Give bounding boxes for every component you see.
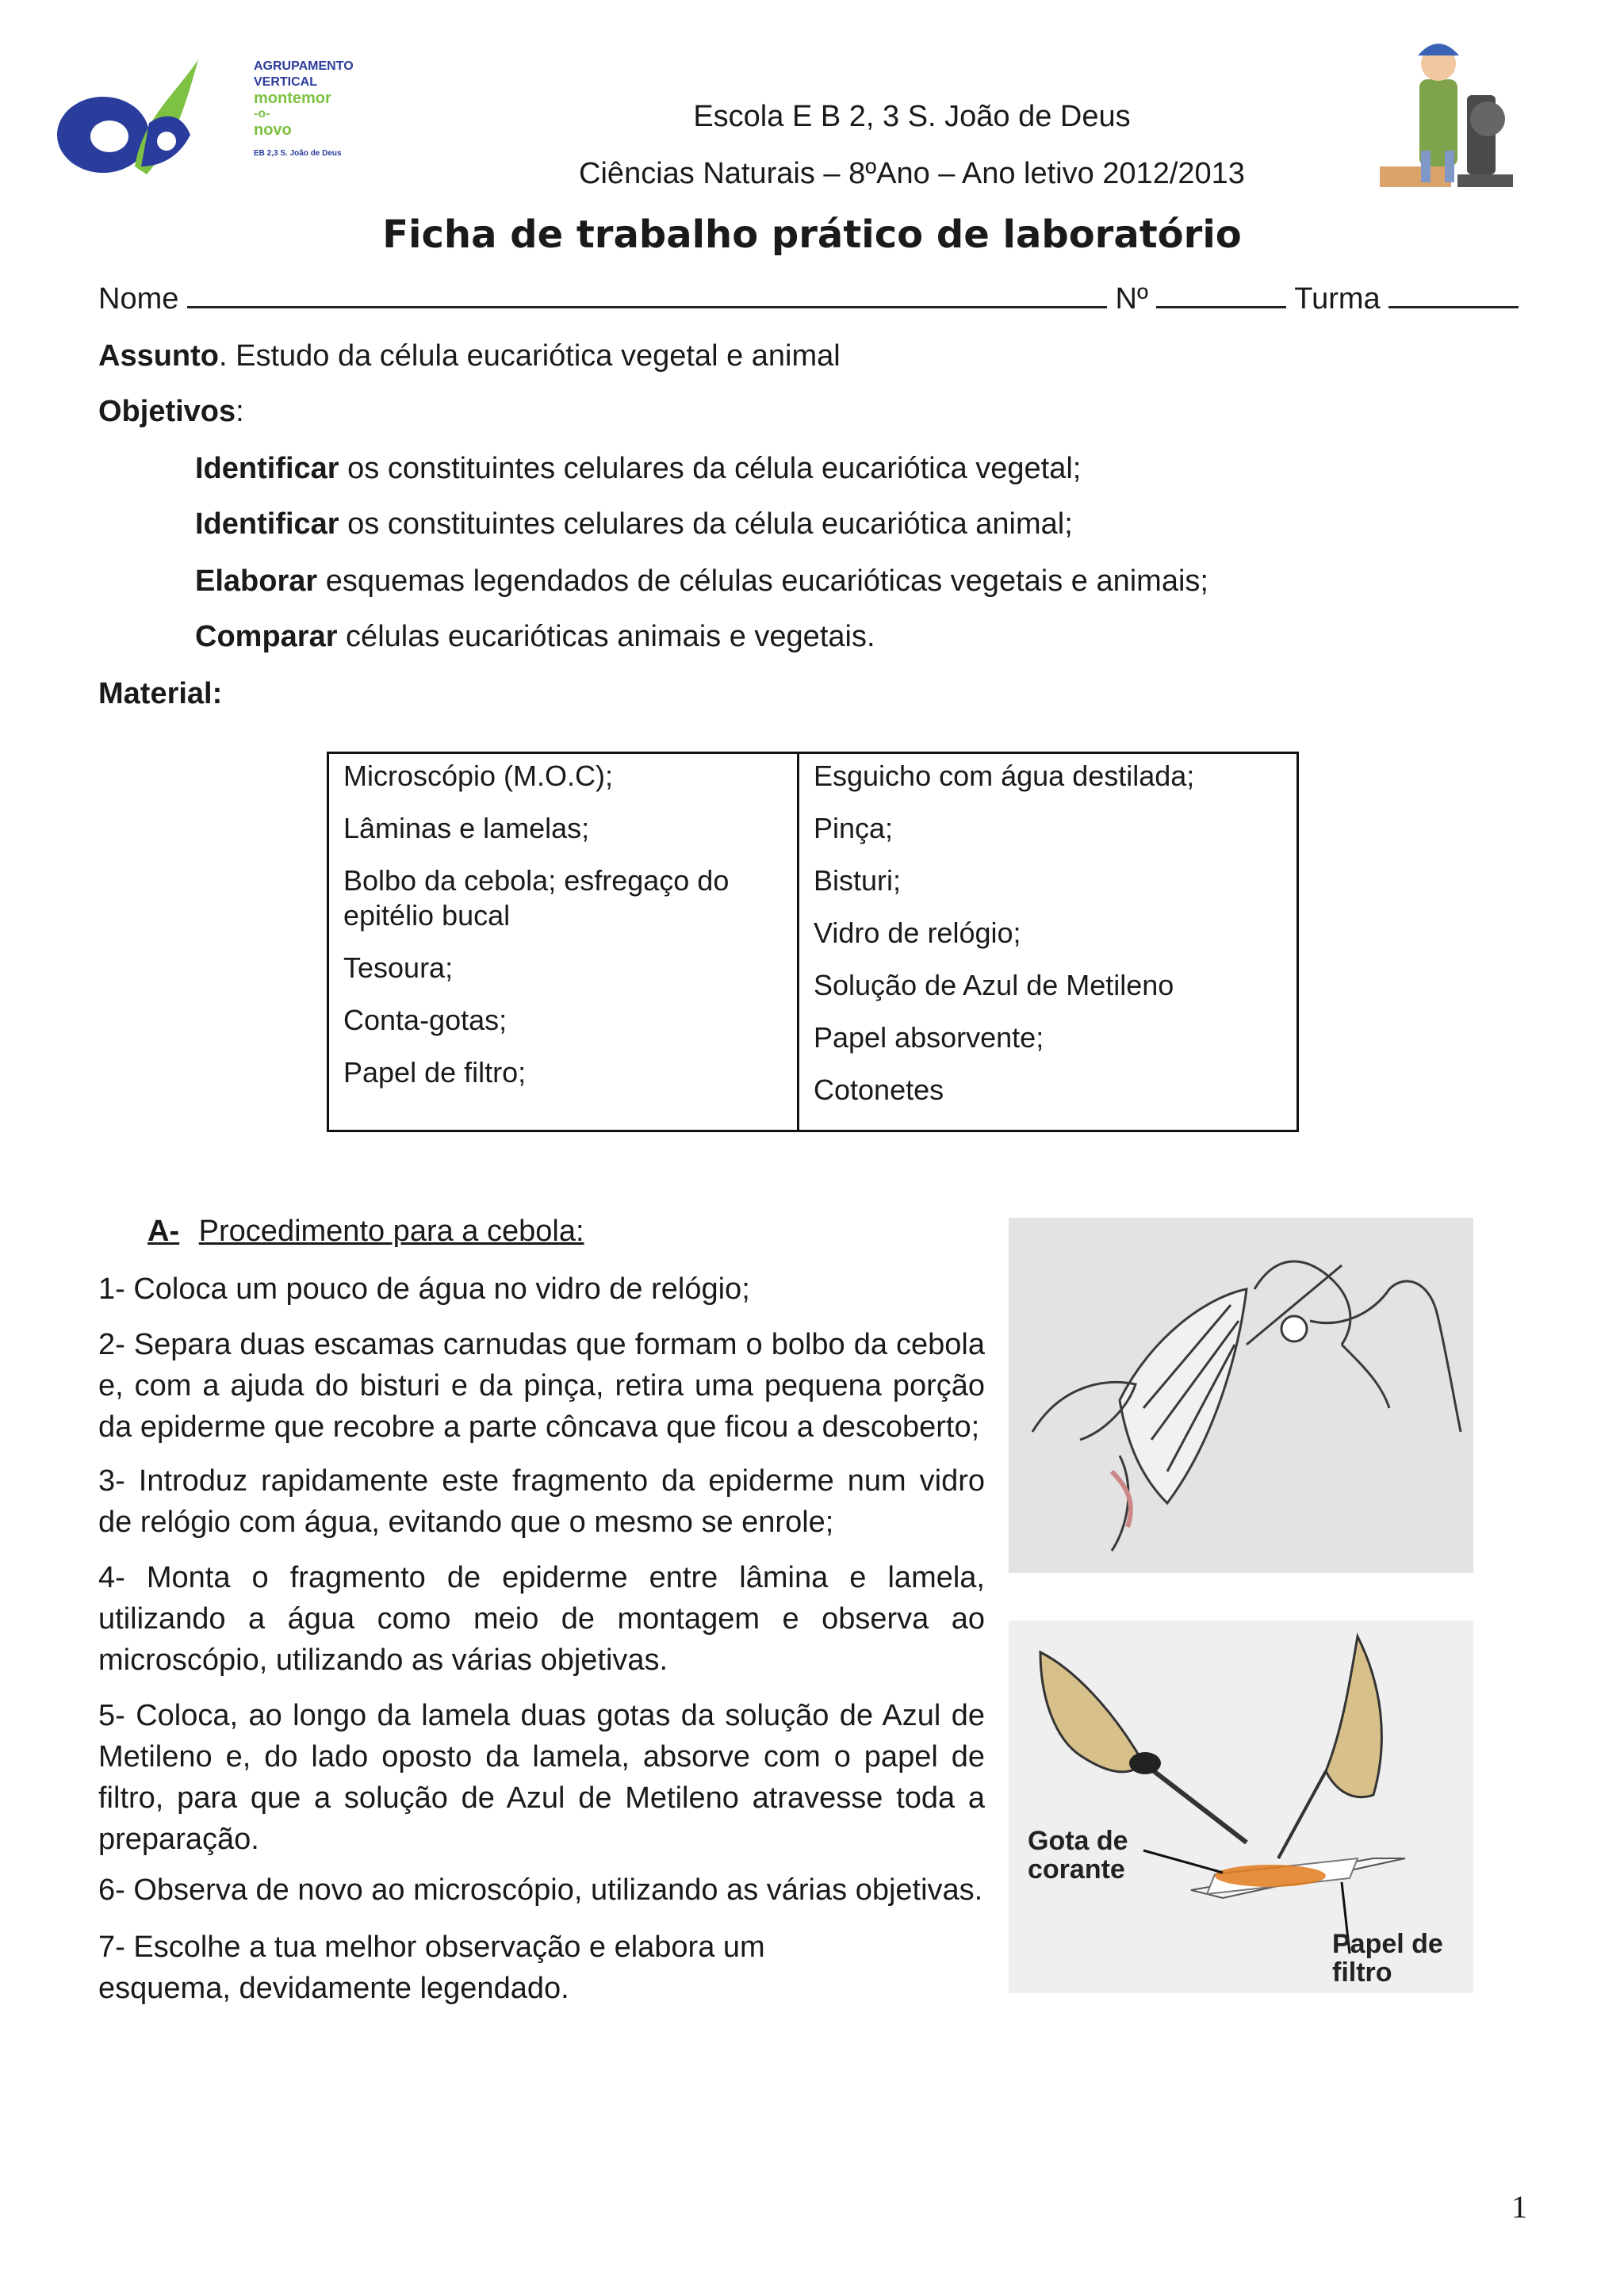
worksheet-title: Ficha de trabalho prático de laboratório	[382, 212, 1242, 257]
procedure-step: 6- Observa de novo ao microscópio, utilizando as várias objetivas.	[98, 1873, 983, 1907]
procedure-letter: A-	[147, 1215, 180, 1248]
class-field[interactable]	[1388, 284, 1519, 308]
objectives-label: Objetivos	[98, 395, 236, 428]
hands-onion-icon	[1009, 1218, 1473, 1573]
name-field[interactable]	[187, 284, 1107, 308]
material-right-column	[799, 753, 1298, 1131]
material-item: Bisturi;	[814, 864, 902, 897]
objectives-heading	[98, 395, 244, 429]
onion-dissection-figure	[1009, 1218, 1473, 1573]
logo-line: montemor	[254, 90, 331, 107]
logo-line: VERTICAL	[254, 75, 317, 89]
logo-line: novo	[254, 121, 292, 139]
objectives-colon: :	[236, 395, 244, 428]
objective-verb: Elaborar	[195, 564, 318, 598]
material-item: Conta-gotas;	[343, 1004, 508, 1036]
logo-line: EB 2,3 S. João de Deus	[254, 149, 342, 158]
subject-line	[98, 339, 841, 373]
procedure-title: Procedimento para a cebola:	[198, 1215, 584, 1248]
staining-figure	[1009, 1621, 1473, 1993]
objective-item	[195, 620, 875, 654]
material-item: Pinça;	[814, 812, 894, 844]
caption-drop-line: corante	[1028, 1854, 1125, 1885]
procedure-step: 4- Monta o fragmento de epiderme entre lâmina e lamela, utilizando a água como meio de montagem e observa ao microscópio, utilizando as várias objetivas.	[98, 1561, 985, 1677]
logo-line: -o-	[254, 107, 270, 121]
procedure-heading	[147, 1215, 584, 1249]
procedure-step: 3- Introduz rapidamente este fragmento da epiderme num vidro de relógio com água, evitando que o mesmo se enrole;	[98, 1464, 985, 1539]
material-label: Material:	[98, 677, 223, 710]
material-item: Solução de Azul de Metileno	[814, 969, 1174, 1001]
course-line: Ciências Naturais – 8ºAno – Ano letivo 2012/2013	[579, 157, 1245, 190]
objective-verb: Comparar	[195, 620, 338, 653]
school-name: Escola E B 2, 3 S. João de Deus	[693, 100, 1131, 133]
objective-text: esquemas legendados de células eucarióticas vegetais e animais;	[317, 564, 1208, 598]
material-item: Papel absorvente;	[814, 1021, 1044, 1054]
scientist-microscope-icon	[1372, 32, 1522, 198]
objective-text: os constituintes celulares da célula eucariótica vegetal;	[339, 452, 1082, 485]
objective-item	[195, 564, 1208, 599]
procedure-step: 1- Coloca um pouco de água no vidro de relógio;	[98, 1272, 750, 1306]
caption-drop-line: Gota de	[1028, 1826, 1128, 1856]
material-item: Esguicho com água destilada;	[814, 760, 1195, 792]
logo-mark-icon	[48, 48, 206, 182]
subject-label: Assunto	[98, 339, 219, 373]
procedure-step: 7- Escolhe a tua melhor observação e elabora um esquema, devidamente legendado.	[98, 1931, 765, 2005]
subject-text: . Estudo da célula eucariótica vegetal e animal	[219, 339, 841, 373]
objective-verb: Identificar	[195, 452, 339, 485]
objective-item	[195, 507, 1073, 541]
material-table	[327, 752, 1299, 1132]
caption-paper-line: filtro	[1332, 1957, 1392, 1988]
caption-paper-line: Papel de	[1332, 1929, 1443, 1959]
material-item: Bolbo da cebola; esfregaço do epitélio bucal	[343, 864, 730, 932]
procedure-step: 5- Coloca, ao longo da lamela duas gotas da solução de Azul de Metileno e, do lado oposto da lamela, absorve com o papel de filtro, para que a solução de Azul de Metileno atravesse toda a preparação.	[98, 1699, 985, 1856]
class-label: Turma	[1294, 282, 1381, 316]
material-item: Lâminas e lamelas;	[343, 812, 590, 844]
school-logo	[48, 48, 357, 190]
scientist-illustration	[1372, 32, 1522, 198]
objective-text: células eucarióticas animais e vegetais.	[337, 620, 875, 653]
material-item: Cotonetes	[814, 1073, 944, 1106]
material-item: Vidro de relógio;	[814, 916, 1021, 949]
objective-item	[195, 452, 1081, 486]
objective-text: os constituintes celulares da célula eucariótica animal;	[339, 507, 1073, 541]
number-label: Nº	[1115, 282, 1148, 316]
procedure-step: 2- Separa duas escamas carnudas que formam o bolbo da cebola e, com a ajuda do bisturi e da pinça, retira uma pequena porção da epiderme que recobre a parte côncava que ficou a descoberto;	[98, 1328, 985, 1444]
material-item: Tesoura;	[343, 951, 454, 984]
material-item: Microscópio (M.O.C);	[343, 760, 614, 792]
page-number: 1	[1511, 2189, 1527, 2225]
logo-line: AGRUPAMENTO	[254, 59, 354, 73]
student-info-row	[98, 282, 1519, 316]
name-label: Nome	[98, 282, 179, 316]
objective-verb: Identificar	[195, 507, 339, 541]
number-field[interactable]	[1156, 284, 1286, 308]
material-left-column	[328, 753, 799, 1131]
material-item: Papel de filtro;	[343, 1056, 527, 1089]
